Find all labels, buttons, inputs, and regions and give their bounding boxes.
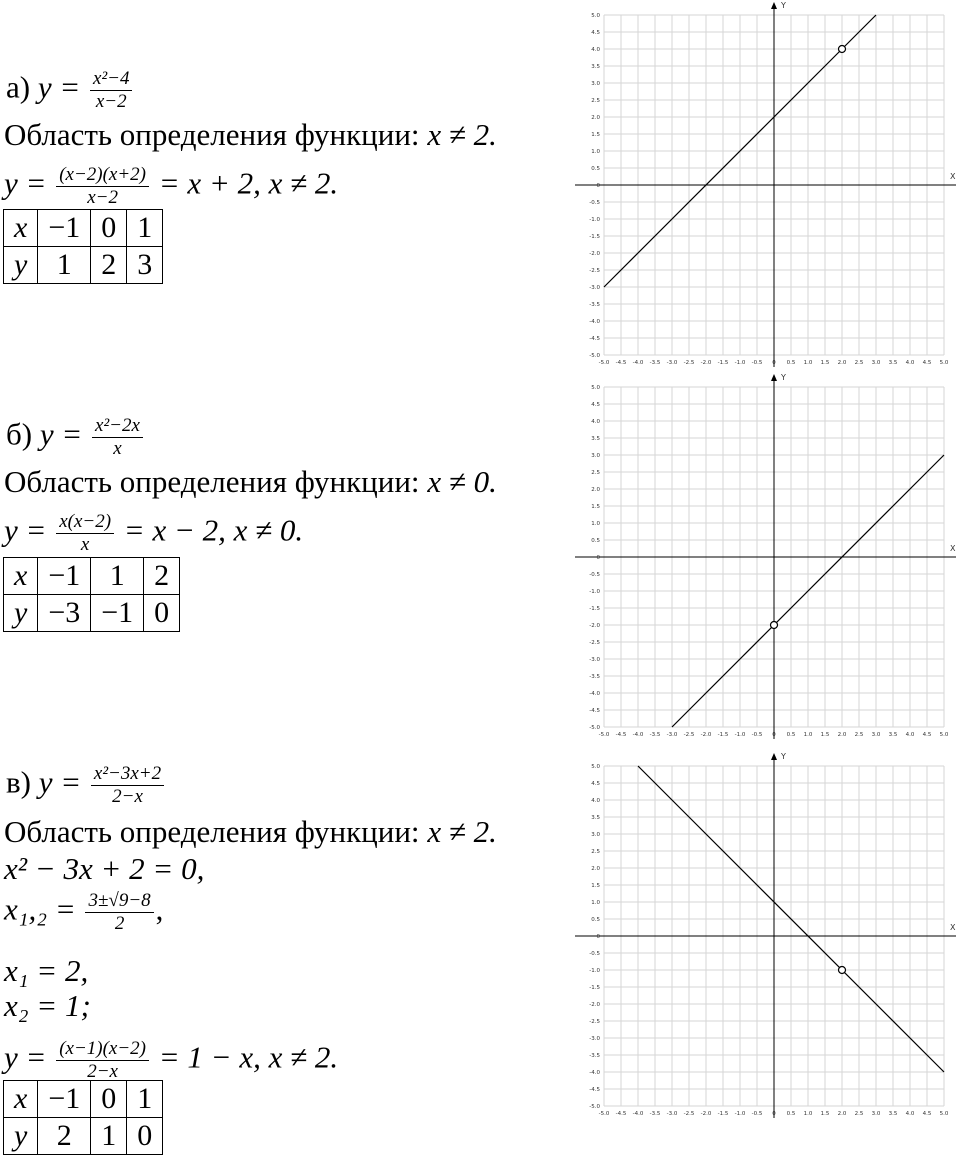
x-tick-label: 3.0 bbox=[871, 732, 881, 738]
y-tick-label: 0 bbox=[596, 934, 600, 940]
y-tick-label: 5.0 bbox=[591, 385, 600, 391]
y-tick-label: 5.0 bbox=[591, 764, 600, 770]
y-tick-label: 5.0 bbox=[591, 13, 600, 19]
x-tick-label: -2.5 bbox=[683, 1111, 695, 1117]
x-tick-label: -1.0 bbox=[734, 732, 746, 738]
x-tick-label: -2.0 bbox=[700, 732, 712, 738]
section-label: в) bbox=[6, 764, 31, 800]
table-cell: 2 bbox=[38, 1118, 91, 1155]
section-label: б) bbox=[6, 416, 33, 452]
x-tick-label: -4.5 bbox=[615, 360, 627, 366]
x-tick-label: 3.5 bbox=[888, 360, 898, 366]
simplified-expression: = 1 − x, x ≠ 2. bbox=[158, 1039, 339, 1075]
y-tick-label: 4.5 bbox=[591, 781, 600, 787]
domain-line bbox=[4, 815, 497, 849]
y-tick-label: -5.0 bbox=[589, 353, 600, 359]
x-tick-label: -4.5 bbox=[615, 1111, 627, 1117]
x-tick-label: 1.5 bbox=[820, 732, 830, 738]
y-tick-label: 1.5 bbox=[591, 132, 600, 138]
y-tick-label: -4.5 bbox=[589, 708, 600, 714]
y-tick-label: -3.5 bbox=[589, 674, 600, 680]
y-tick-label: -1.5 bbox=[589, 985, 600, 991]
graph-b bbox=[575, 372, 960, 744]
table-cell: 3 bbox=[127, 247, 163, 284]
y-tick-label: 3.0 bbox=[591, 81, 600, 87]
x-tick-label: 5.0 bbox=[939, 1111, 949, 1117]
numerator: (x−2)(x+2) bbox=[56, 164, 149, 187]
y-axis-label: Y bbox=[781, 373, 786, 382]
numerator: x²−2x bbox=[92, 415, 143, 438]
y-tick-label: -3.5 bbox=[589, 1053, 600, 1059]
value-table bbox=[3, 1080, 163, 1155]
y-tick-label: 3.5 bbox=[591, 64, 600, 70]
x-tick-label: -2.5 bbox=[683, 360, 695, 366]
table-cell: 0 bbox=[144, 595, 180, 632]
domain-line bbox=[4, 118, 497, 152]
simplified-expression: = x + 2, x ≠ 2. bbox=[158, 165, 339, 201]
table-cell: −1 bbox=[38, 210, 91, 247]
table-row-y bbox=[4, 1118, 163, 1155]
excluded-point-marker bbox=[771, 622, 778, 629]
x-tick-label: 3.5 bbox=[888, 1111, 898, 1117]
x-tick-label: 0 bbox=[772, 1111, 776, 1117]
y-tick-label: -3.5 bbox=[589, 302, 600, 308]
x-tick-label: 3.5 bbox=[888, 732, 898, 738]
y-tick-label: -1.0 bbox=[589, 968, 600, 974]
y-tick-label: -3.0 bbox=[589, 1036, 600, 1042]
x-tick-label: -3.5 bbox=[649, 1111, 661, 1117]
roots-line: x₁,₂ = $\frac{3\pm√9-8}{2}$ , bbox=[4, 890, 164, 934]
table-row-x bbox=[4, 558, 180, 595]
function-b bbox=[6, 415, 145, 460]
x-tick-label: 3.0 bbox=[871, 1111, 881, 1117]
root-2: x₂ = 1; bbox=[4, 988, 91, 1023]
x-axis-label: X bbox=[950, 172, 956, 181]
x-tick-label: 1.5 bbox=[820, 1111, 830, 1117]
domain-line bbox=[4, 465, 497, 499]
x-tick-label: -1.5 bbox=[717, 1111, 729, 1117]
y-equals: y = bbox=[4, 512, 47, 548]
simplification-line bbox=[4, 164, 338, 209]
graph-a bbox=[575, 0, 960, 372]
y-equals: y = bbox=[4, 165, 47, 201]
x-tick-label: 0.5 bbox=[786, 360, 796, 366]
y-tick-label: 3.5 bbox=[591, 815, 600, 821]
x-tick-label: 0 bbox=[772, 732, 776, 738]
y-tick-label: 3.0 bbox=[591, 832, 600, 838]
x-tick-label: 0.5 bbox=[786, 1111, 796, 1117]
x-tick-label: -2.5 bbox=[683, 732, 695, 738]
x-tick-label: -5.0 bbox=[598, 732, 610, 738]
x-tick-label: 4.0 bbox=[905, 360, 915, 366]
x-tick-label: -4.0 bbox=[632, 1111, 644, 1117]
table-row-x bbox=[4, 210, 163, 247]
domain-condition: x ≠ 2. bbox=[427, 117, 497, 152]
denominator: x bbox=[80, 534, 90, 555]
x-tick-label: -5.0 bbox=[598, 360, 610, 366]
function-c bbox=[6, 763, 166, 808]
x-tick-label: 0 bbox=[772, 360, 776, 366]
section-label: а) bbox=[6, 69, 31, 105]
table-cell: 0 bbox=[91, 210, 127, 247]
y-axis-label: Y bbox=[781, 1, 786, 10]
y-tick-label: 3.5 bbox=[591, 436, 600, 442]
y-equals: y = bbox=[4, 1039, 47, 1075]
denominator: x−2 bbox=[95, 91, 127, 112]
x-tick-label: 4.5 bbox=[922, 732, 932, 738]
y-tick-label: 1.0 bbox=[591, 149, 600, 155]
table-cell: 2 bbox=[91, 247, 127, 284]
table-cell: 2 bbox=[144, 558, 180, 595]
table-cell: y bbox=[4, 247, 38, 284]
y-tick-label: -4.0 bbox=[589, 691, 600, 697]
y-axis-arrow bbox=[771, 374, 777, 381]
table-row-x bbox=[4, 1081, 163, 1118]
domain-condition: x ≠ 0. bbox=[427, 464, 497, 499]
function-a bbox=[6, 68, 134, 113]
y-equals: y = bbox=[37, 69, 81, 105]
y-tick-label: 1.5 bbox=[591, 504, 600, 510]
simplification-line bbox=[4, 1038, 338, 1083]
y-tick-label: 2.5 bbox=[591, 470, 600, 476]
y-tick-label: 0 bbox=[596, 555, 600, 561]
y-tick-label: -3.0 bbox=[589, 285, 600, 291]
x-tick-label: 5.0 bbox=[939, 732, 949, 738]
fraction bbox=[91, 763, 164, 808]
y-tick-label: -2.5 bbox=[589, 640, 600, 646]
y-equals: y = bbox=[38, 764, 82, 800]
y-tick-label: 1.0 bbox=[591, 900, 600, 906]
y-equals: y = bbox=[39, 416, 83, 452]
x-tick-label: -3.0 bbox=[666, 1111, 678, 1117]
table-cell: 1 bbox=[38, 247, 91, 284]
y-tick-label: -4.5 bbox=[589, 336, 600, 342]
table-cell: x bbox=[4, 210, 38, 247]
y-tick-label: -2.0 bbox=[589, 623, 600, 629]
y-tick-label: -1.0 bbox=[589, 217, 600, 223]
x-tick-label: 1.0 bbox=[803, 1111, 813, 1117]
value-table bbox=[3, 557, 180, 632]
domain-text: Область определения функции: bbox=[4, 814, 420, 849]
y-tick-label: -4.0 bbox=[589, 319, 600, 325]
table-cell: x bbox=[4, 558, 38, 595]
excluded-point-marker bbox=[839, 967, 846, 974]
y-tick-label: -2.0 bbox=[589, 251, 600, 257]
x-tick-label: -0.5 bbox=[751, 360, 763, 366]
x-tick-label: 2.0 bbox=[837, 360, 847, 366]
table-cell: 1 bbox=[127, 210, 163, 247]
y-tick-label: -1.5 bbox=[589, 606, 600, 612]
denominator: 2 bbox=[114, 913, 125, 934]
y-tick-label: 2.0 bbox=[591, 487, 600, 493]
denominator: x−2 bbox=[87, 187, 118, 208]
x-tick-label: -1.0 bbox=[734, 1111, 746, 1117]
y-tick-label: 2.0 bbox=[591, 866, 600, 872]
domain-condition: x ≠ 2. bbox=[427, 814, 497, 849]
y-tick-label: 0.5 bbox=[591, 917, 600, 923]
x-tick-label: 2.0 bbox=[837, 732, 847, 738]
graph-c bbox=[575, 751, 960, 1123]
domain-text: Область определения функции: bbox=[4, 117, 420, 152]
y-tick-label: 2.5 bbox=[591, 849, 600, 855]
roots-lhs: x₁,₂ = bbox=[4, 891, 76, 927]
x-tick-label: -2.0 bbox=[700, 1111, 712, 1117]
y-tick-label: 1.0 bbox=[591, 521, 600, 527]
y-tick-label: 3.0 bbox=[591, 453, 600, 459]
y-tick-label: 1.5 bbox=[591, 883, 600, 889]
denominator: x bbox=[113, 438, 122, 459]
numerator: x²−4 bbox=[90, 68, 132, 91]
quadratic-equation: x² − 3x + 2 = 0, bbox=[4, 851, 205, 886]
x-tick-label: 0.5 bbox=[786, 732, 796, 738]
x-tick-label: 1.5 bbox=[820, 360, 830, 366]
table-cell: 1 bbox=[91, 1118, 127, 1155]
y-tick-label: 4.5 bbox=[591, 402, 600, 408]
numerator: (x−1)(x−2) bbox=[56, 1038, 149, 1061]
y-tick-label: 4.0 bbox=[591, 798, 600, 804]
x-axis-label: X bbox=[950, 923, 956, 932]
fraction bbox=[56, 164, 149, 209]
numerator: 3±√9−8 bbox=[85, 890, 153, 913]
y-tick-label: -4.0 bbox=[589, 1070, 600, 1076]
y-axis-arrow bbox=[771, 2, 777, 9]
x-tick-label: -1.5 bbox=[717, 360, 729, 366]
x-tick-label: 4.0 bbox=[905, 1111, 915, 1117]
y-tick-label: 0.5 bbox=[591, 538, 600, 544]
y-tick-label: -0.5 bbox=[589, 200, 600, 206]
x-tick-label: 1.0 bbox=[803, 732, 813, 738]
y-tick-label: -4.5 bbox=[589, 1087, 600, 1093]
denominator: 2−x bbox=[112, 786, 143, 807]
y-tick-label: -2.5 bbox=[589, 1019, 600, 1025]
fraction bbox=[56, 511, 114, 556]
table-cell: −1 bbox=[38, 1081, 91, 1118]
y-tick-label: -5.0 bbox=[589, 1104, 600, 1110]
x-tick-label: 4.5 bbox=[922, 360, 932, 366]
x-tick-label: -2.0 bbox=[700, 360, 712, 366]
table-cell: 0 bbox=[127, 1118, 163, 1155]
x-axis-label: X bbox=[950, 544, 956, 553]
y-tick-label: 4.0 bbox=[591, 47, 600, 53]
table-cell: y bbox=[4, 595, 38, 632]
simplified-expression: = x − 2, x ≠ 0. bbox=[123, 512, 304, 548]
x-tick-label: 2.0 bbox=[837, 1111, 847, 1117]
y-tick-label: 2.5 bbox=[591, 98, 600, 104]
numerator: x(x−2) bbox=[56, 511, 114, 534]
x-tick-label: -3.0 bbox=[666, 360, 678, 366]
fraction bbox=[90, 68, 132, 113]
x-tick-label: 5.0 bbox=[939, 360, 949, 366]
y-tick-label: -0.5 bbox=[589, 572, 600, 578]
y-tick-label: -2.0 bbox=[589, 1002, 600, 1008]
fraction bbox=[56, 1038, 149, 1083]
x-tick-label: -4.0 bbox=[632, 360, 644, 366]
denominator: 2−x bbox=[87, 1061, 118, 1082]
x-tick-label: 3.0 bbox=[871, 360, 881, 366]
x-tick-label: 4.5 bbox=[922, 1111, 932, 1117]
value-table bbox=[3, 209, 163, 284]
y-axis-arrow bbox=[771, 753, 777, 760]
simplification-line bbox=[4, 511, 303, 556]
y-tick-label: 2.0 bbox=[591, 115, 600, 121]
numerator: x²−3x+2 bbox=[91, 763, 164, 786]
x-tick-label: 4.0 bbox=[905, 732, 915, 738]
table-cell: −3 bbox=[38, 595, 91, 632]
x-tick-label: -0.5 bbox=[751, 1111, 763, 1117]
table-cell: y bbox=[4, 1118, 38, 1155]
table-row-y bbox=[4, 247, 163, 284]
table-cell: 0 bbox=[91, 1081, 127, 1118]
table-cell: x bbox=[4, 1081, 38, 1118]
y-tick-label: -3.0 bbox=[589, 657, 600, 663]
x-tick-label: -0.5 bbox=[751, 732, 763, 738]
x-tick-label: -4.5 bbox=[615, 732, 627, 738]
table-cell: 1 bbox=[127, 1081, 163, 1118]
table-cell: −1 bbox=[38, 558, 91, 595]
x-tick-label: 2.5 bbox=[854, 732, 864, 738]
table-cell: 1 bbox=[91, 558, 144, 595]
y-tick-label: -0.5 bbox=[589, 951, 600, 957]
y-axis-label: Y bbox=[781, 752, 786, 761]
y-tick-label: 0.5 bbox=[591, 166, 600, 172]
x-tick-label: 1.0 bbox=[803, 360, 813, 366]
fraction bbox=[85, 890, 153, 935]
y-tick-label: -5.0 bbox=[589, 725, 600, 731]
x-tick-label: -1.5 bbox=[717, 732, 729, 738]
y-tick-label: 0 bbox=[596, 183, 600, 189]
x-tick-label: -3.0 bbox=[666, 732, 678, 738]
y-tick-label: -1.0 bbox=[589, 589, 600, 595]
x-tick-label: -5.0 bbox=[598, 1111, 610, 1117]
root-1: x₁ = 2, bbox=[4, 953, 89, 988]
table-cell: −1 bbox=[91, 595, 144, 632]
y-tick-label: -1.5 bbox=[589, 234, 600, 240]
y-tick-label: 4.0 bbox=[591, 419, 600, 425]
domain-text: Область определения функции: bbox=[4, 464, 420, 499]
table-row-y bbox=[4, 595, 180, 632]
x-tick-label: -1.0 bbox=[734, 360, 746, 366]
x-tick-label: 2.5 bbox=[854, 360, 864, 366]
y-tick-label: -2.5 bbox=[589, 268, 600, 274]
x-tick-label: -3.5 bbox=[649, 360, 661, 366]
y-tick-label: 4.5 bbox=[591, 30, 600, 36]
x-tick-label: 2.5 bbox=[854, 1111, 864, 1117]
x-tick-label: -4.0 bbox=[632, 732, 644, 738]
x-tick-label: -3.5 bbox=[649, 732, 661, 738]
excluded-point-marker bbox=[839, 46, 846, 53]
fraction bbox=[92, 415, 143, 460]
